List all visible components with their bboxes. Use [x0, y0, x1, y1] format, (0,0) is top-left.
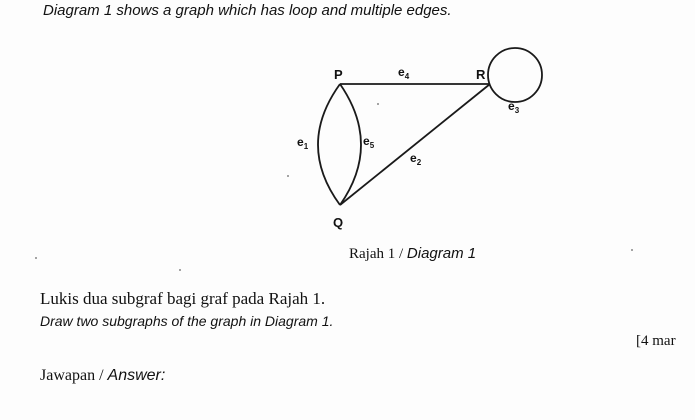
scan-speck — [179, 269, 181, 271]
answer-label: Jawapan / Answer: — [40, 367, 166, 384]
edge-e1 — [318, 84, 340, 205]
edge-e5 — [340, 84, 361, 205]
edge-e3-label: $e_3$ — [508, 99, 520, 115]
intro-text: Diagram 1 shows a graph which has loop and multiple edges. — [43, 2, 452, 19]
scan-speck — [35, 257, 37, 259]
edge-e5-label: $e_5$ — [363, 134, 375, 150]
edge-e1-label: $e_1$ — [297, 135, 309, 151]
scan-speck — [287, 175, 289, 177]
vertex-p-label: P — [334, 67, 343, 82]
edge-e3-loop — [488, 48, 542, 102]
vertex-r-label: R — [476, 67, 486, 82]
edge-e2-label: $e_2$ — [410, 151, 422, 167]
question-english: Draw two subgraphs of the graph in Diagram 1. — [40, 313, 334, 329]
vertex-q-label: Q — [333, 215, 344, 230]
scan-speck — [377, 103, 379, 105]
question-malay: Lukis dua subgraf bagi graf pada Rajah 1. — [40, 289, 326, 308]
scan-speck — [631, 249, 633, 251]
marks-label: [4 mar — [636, 333, 676, 349]
diagram-caption: Rajah 1 / Diagram 1 — [349, 245, 477, 262]
edge-e4-label: $e_4$ — [398, 65, 410, 81]
